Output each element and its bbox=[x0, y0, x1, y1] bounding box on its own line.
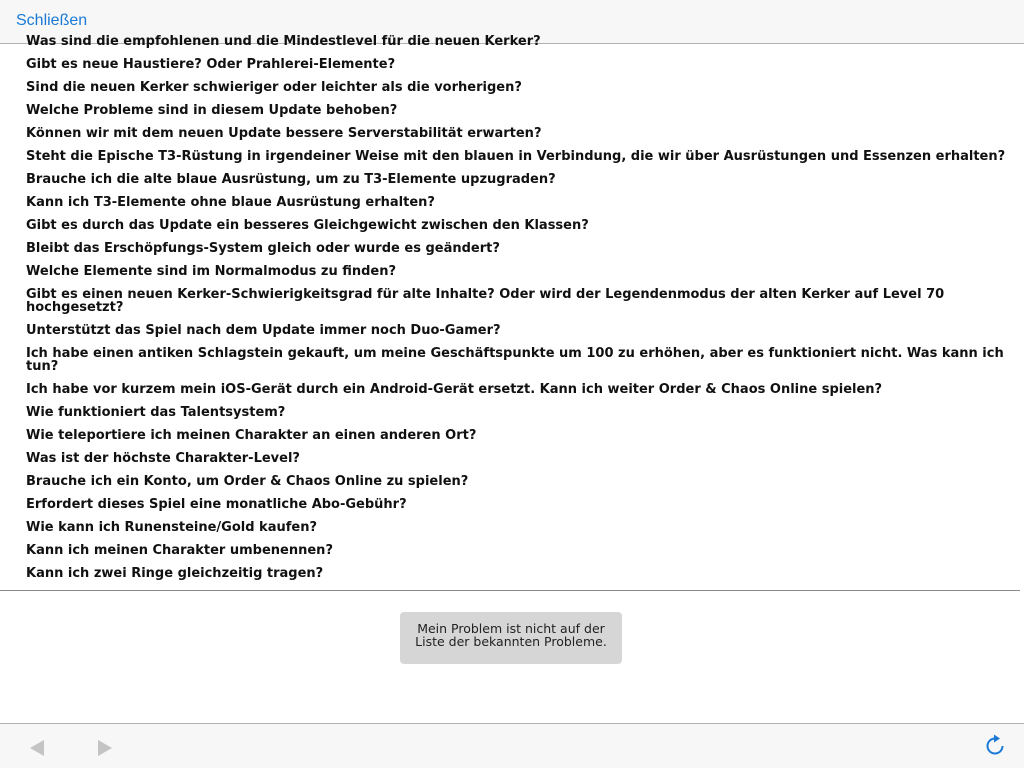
faq-item[interactable]: Erfordert dieses Spiel eine monatliche Abo-Gebühr? bbox=[26, 497, 407, 512]
faq-list-content bbox=[0, 30, 1024, 585]
faq-item[interactable]: Kann ich T3-Elemente ohne blaue Ausrüstung erhalten? bbox=[26, 195, 435, 210]
back-arrow-icon[interactable] bbox=[26, 737, 48, 759]
bottom-toolbar bbox=[0, 723, 1024, 768]
faq-item[interactable]: Unterstützt das Spiel nach dem Update immer noch Duo-Gamer? bbox=[26, 323, 501, 338]
faq-item[interactable]: Was sind die empfohlenen und die Mindestlevel für die neuen Kerker? bbox=[26, 34, 541, 49]
problem-not-listed-button[interactable]: Mein Problem ist nicht auf der Liste der bekannten Probleme. bbox=[400, 612, 622, 664]
faq-item[interactable]: Ich habe vor kurzem mein iOS-Gerät durch ein Android-Gerät ersetzt. Kann ich weiter Order & Chaos Online spielen? bbox=[26, 382, 883, 397]
faq-item[interactable]: Steht die Epische T3-Rüstung in irgendeiner Weise mit den blauen in Verbindung, die wir über Ausrüstungen und Essenzen erhalten? bbox=[26, 149, 1006, 164]
faq-item[interactable]: Wie teleportiere ich meinen Charakter an einen anderen Ort? bbox=[26, 428, 477, 443]
divider bbox=[0, 590, 1020, 591]
faq-item[interactable]: Kann ich zwei Ringe gleichzeitig tragen? bbox=[26, 566, 324, 581]
faq-item[interactable]: Was ist der höchste Charakter-Level? bbox=[26, 451, 300, 466]
forward-arrow-icon[interactable] bbox=[94, 737, 116, 759]
faq-item[interactable]: Gibt es neue Haustiere? Oder Prahlerei-Elemente? bbox=[26, 57, 396, 72]
close-button[interactable]: Schließen bbox=[16, 12, 88, 29]
faq-item[interactable]: Welche Elemente sind im Normalmodus zu finden? bbox=[26, 264, 397, 279]
faq-item[interactable]: Brauche ich ein Konto, um Order & Chaos Online zu spielen? bbox=[26, 474, 469, 489]
faq-item[interactable]: Welche Probleme sind in diesem Update behoben? bbox=[26, 103, 398, 118]
faq-item[interactable]: Kann ich meinen Charakter umbenennen? bbox=[26, 543, 333, 558]
faq-item[interactable]: Brauche ich die alte blaue Ausrüstung, um zu T3-Elemente upzugraden? bbox=[26, 172, 556, 187]
faq-item[interactable]: Wie funktioniert das Talentsystem? bbox=[26, 405, 286, 420]
faq-item[interactable]: Können wir mit dem neuen Update bessere Serverstabilität erwarten? bbox=[26, 126, 542, 141]
reload-icon[interactable] bbox=[983, 734, 1007, 758]
faq-item[interactable]: Gibt es durch das Update ein besseres Gleichgewicht zwischen den Klassen? bbox=[26, 218, 589, 233]
faq-item[interactable]: Gibt es einen neuen Kerker-Schwierigkeitsgrad für alte Inhalte? Oder wird der Legendenmodus der alten Kerker auf Level 70 hochgesetzt? bbox=[26, 287, 945, 315]
faq-list[interactable] bbox=[0, 34, 1024, 591]
faq-item[interactable]: Sind die neuen Kerker schwieriger oder leichter als die vorherigen? bbox=[26, 80, 522, 95]
faq-item[interactable]: Ich habe einen antiken Schlagstein gekauft, um meine Geschäftspunkte um 100 zu erhöhen, aber es funktioniert nicht. Was kann ich tun? bbox=[26, 346, 1004, 374]
faq-item[interactable]: Bleibt das Erschöpfungs-System gleich oder wurde es geändert? bbox=[26, 241, 500, 256]
faq-item[interactable]: Wie kann ich Runensteine/Gold kaufen? bbox=[26, 520, 318, 535]
